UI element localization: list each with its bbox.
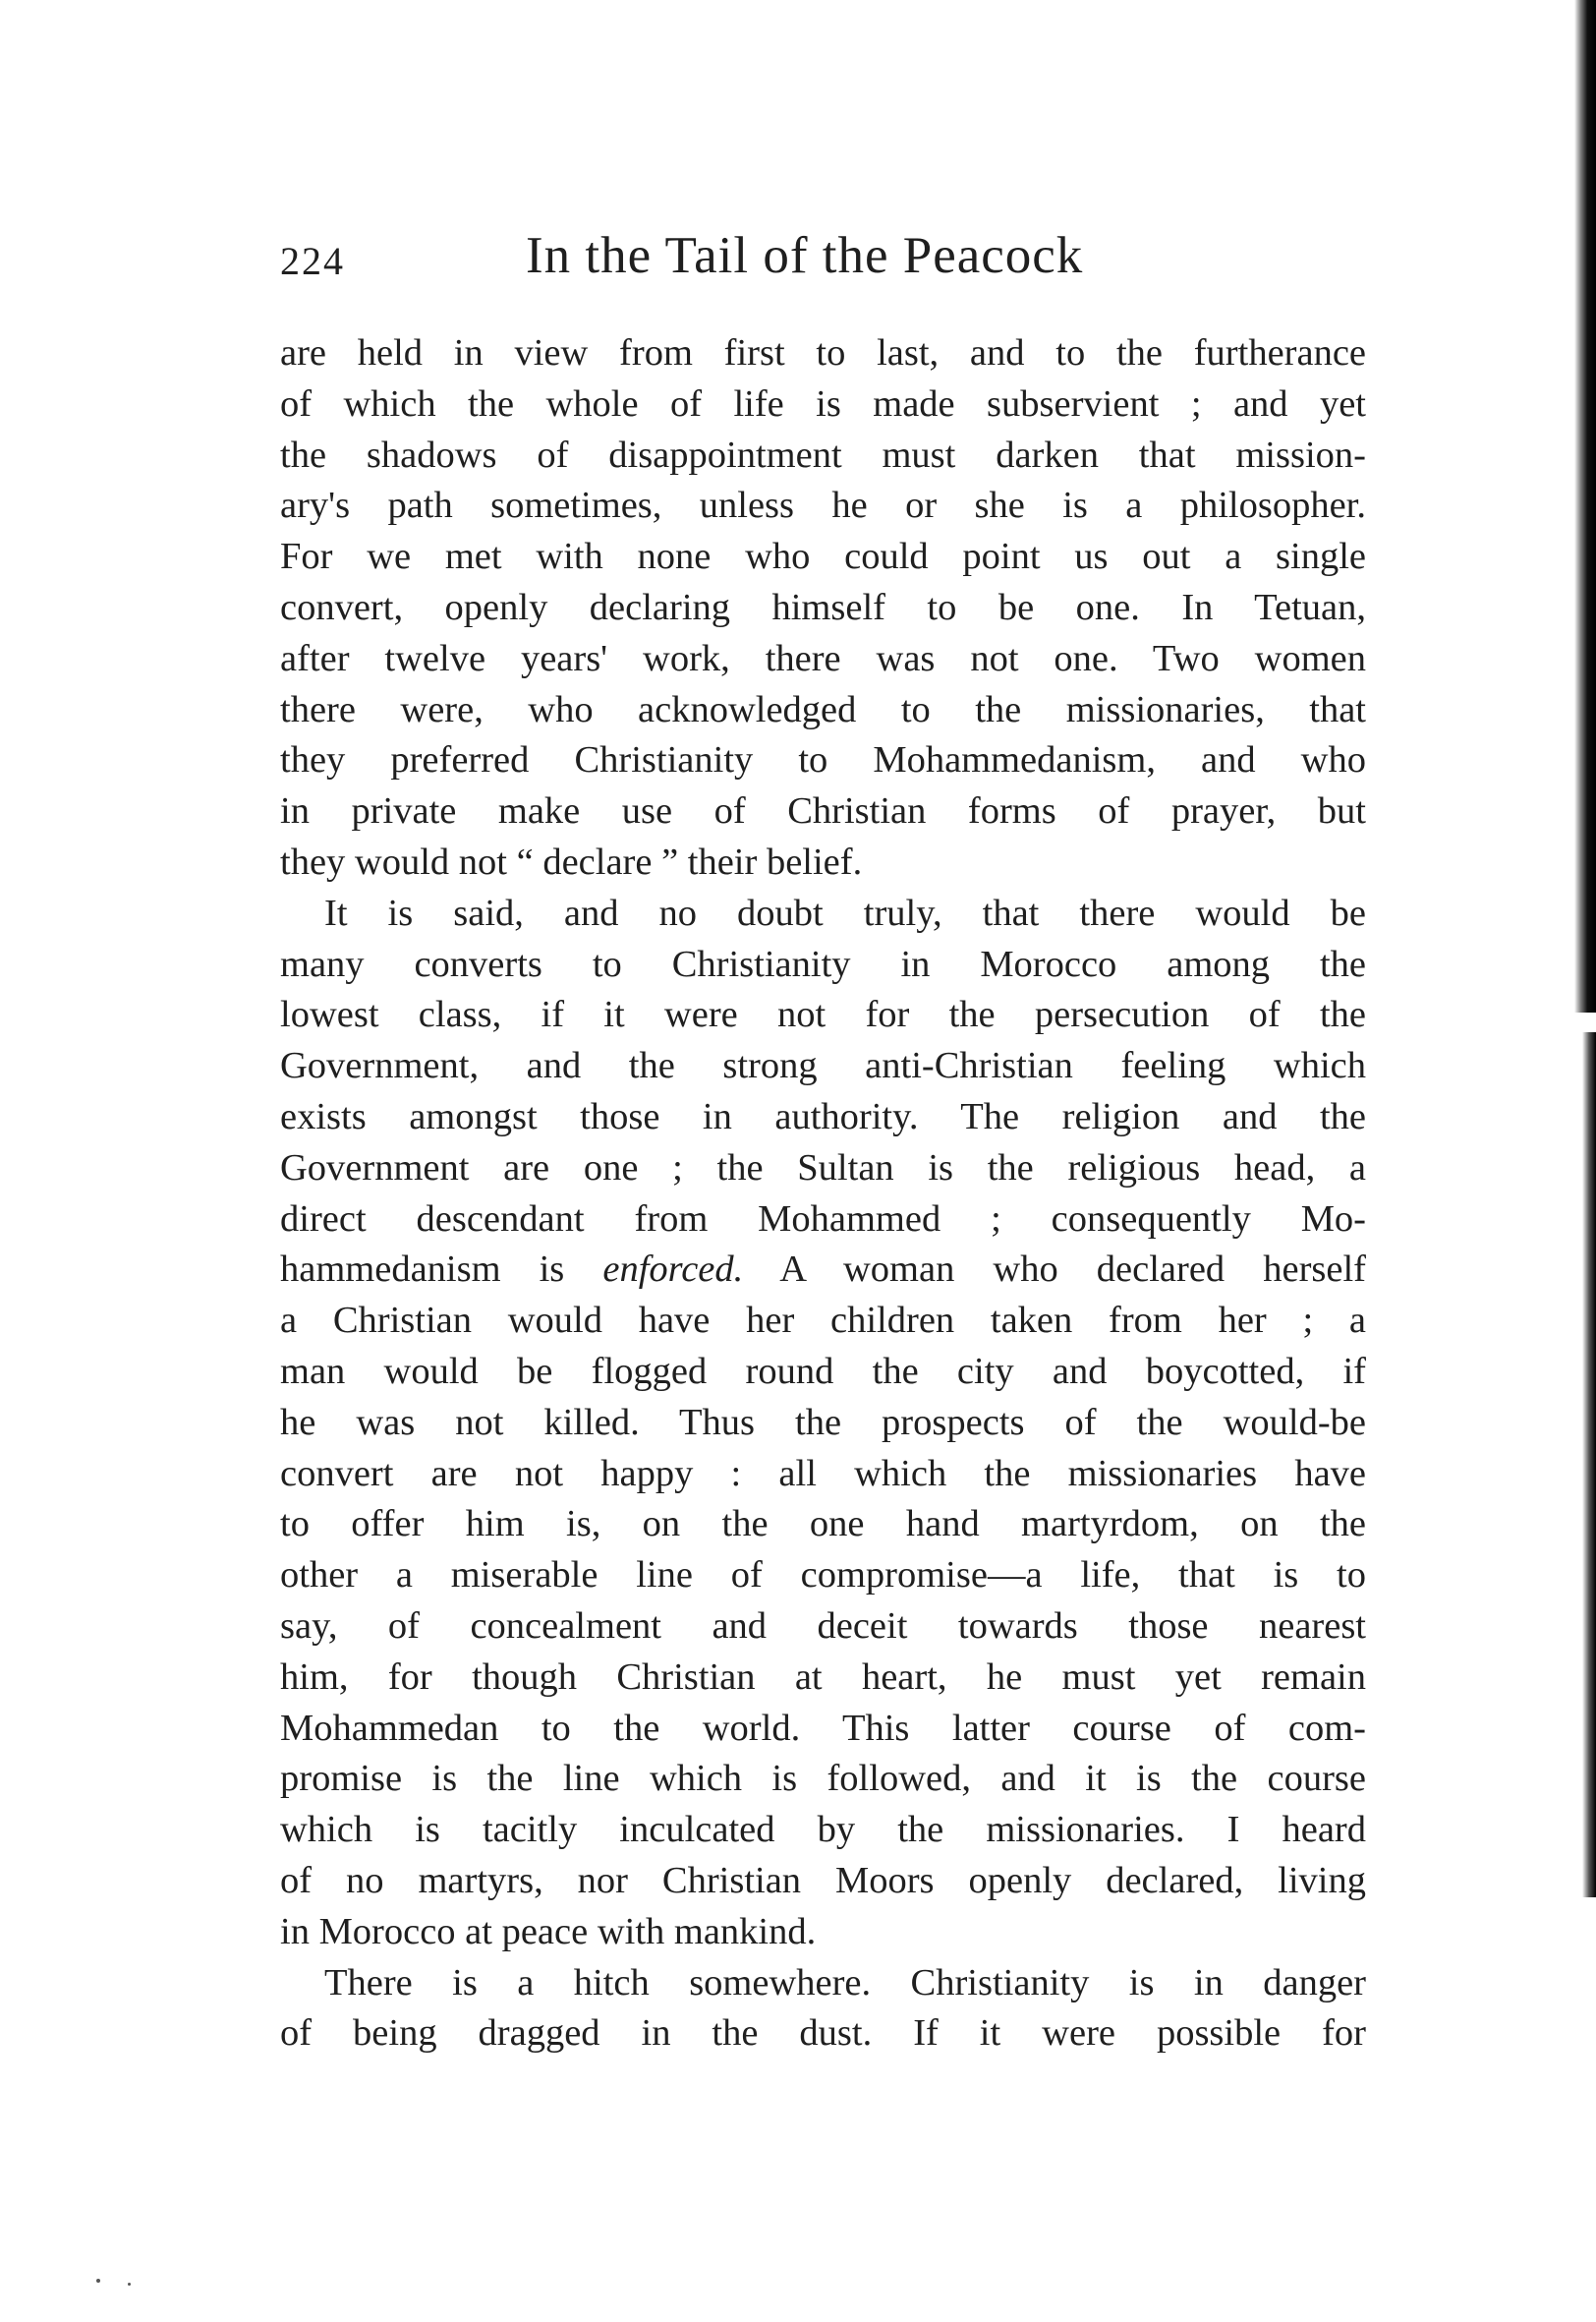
text-line: Government, and the strong anti-Christian feeling which [280, 1045, 1366, 1087]
text-line: say, of concealment and deceit towards those nearest [280, 1604, 1366, 1647]
text-line: in private make use of Christian forms of prayer, but [280, 790, 1366, 833]
text-line: other a miserable line of compromise—a life, that is to [280, 1554, 1366, 1596]
text-line: in Morocco at peace with mankind. [280, 1910, 817, 1952]
page-binding-shadow [1574, 0, 1596, 1013]
paragraph [280, 889, 1366, 1958]
page-binding-shadow-lower [1582, 1032, 1596, 1897]
text-line: he was not killed. Thus the prospects of the would-be [280, 1401, 1366, 1443]
text-line: after twelve years' work, there was not one. Two women [280, 637, 1366, 679]
scan-speck [128, 2283, 131, 2286]
running-title: In the Tail of the Peacock [526, 227, 1084, 284]
text-line: For we met with none who could point us out a single [280, 536, 1366, 578]
page-header [280, 226, 1366, 295]
text-line: there were, who acknowledged to the missionaries, that [280, 688, 1366, 730]
text-line: they preferred Christianity to Mohammedanism, and who [280, 739, 1366, 782]
text-line: many converts to Christianity in Morocco among the [280, 943, 1366, 985]
scan-speck [96, 2279, 100, 2283]
page-number: 224 [280, 239, 345, 283]
text-line: convert, openly declaring himself to be one. In Tetuan, [280, 586, 1366, 628]
text-line: man would be flogged round the city and boycotted, if [280, 1350, 1366, 1392]
text-line: of which the whole of life is made subservient ; and yet [280, 382, 1366, 425]
text-line: which is tacitly inculcated by the missionaries. I heard [280, 1809, 1366, 1851]
text-line: lowest class, if it were not for the persecution of the [280, 994, 1366, 1036]
text-line: him, for though Christian at heart, he must yet remain [280, 1655, 1366, 1698]
body-text [280, 328, 1366, 2060]
text-line: to offer him is, on the one hand martyrdom, on the [280, 1503, 1366, 1545]
text-line: exists amongst those in authority. The religion and the [280, 1095, 1366, 1137]
text-line: the shadows of disappointment must darken that mission- [280, 434, 1366, 476]
text-line: of being dragged in the dust. If it were possible for [280, 2012, 1366, 2055]
paragraph [280, 1958, 1366, 2061]
text-line: There is a hitch somewhere. Christianity is in danger [324, 1961, 1366, 2003]
text-line: It is said, and no doubt truly, that there would be [324, 892, 1366, 934]
text-line: they would not “ declare ” their belief. [280, 841, 863, 883]
text-line: promise is the line which is followed, and it is the course [280, 1758, 1366, 1800]
text-line: Government are one ; the Sultan is the religious head, a [280, 1146, 1366, 1189]
emphasis-text: enforced. [602, 1248, 744, 1291]
text-line: Mohammedan to the world. This latter course of com- [280, 1707, 1366, 1749]
text-line: a Christian would have her children taken from her ; a [280, 1300, 1366, 1342]
text-line: ary's path sometimes, unless he or she is a philosopher. [280, 485, 1366, 527]
text-line: convert are not happy : all which the missionaries have [280, 1452, 1366, 1494]
text-run: A woman who declared herself [743, 1248, 1366, 1291]
text-line: are held in view from first to last, and to the furtherance [280, 332, 1366, 374]
text-line: direct descendant from Mohammed ; consequently Mo- [280, 1197, 1366, 1240]
text-line: of no martyrs, nor Christian Moors openly declared, living [280, 1859, 1366, 1901]
text-run: hammedanism is [280, 1248, 603, 1291]
paragraph [280, 328, 1366, 889]
text-line [280, 1245, 1366, 1296]
